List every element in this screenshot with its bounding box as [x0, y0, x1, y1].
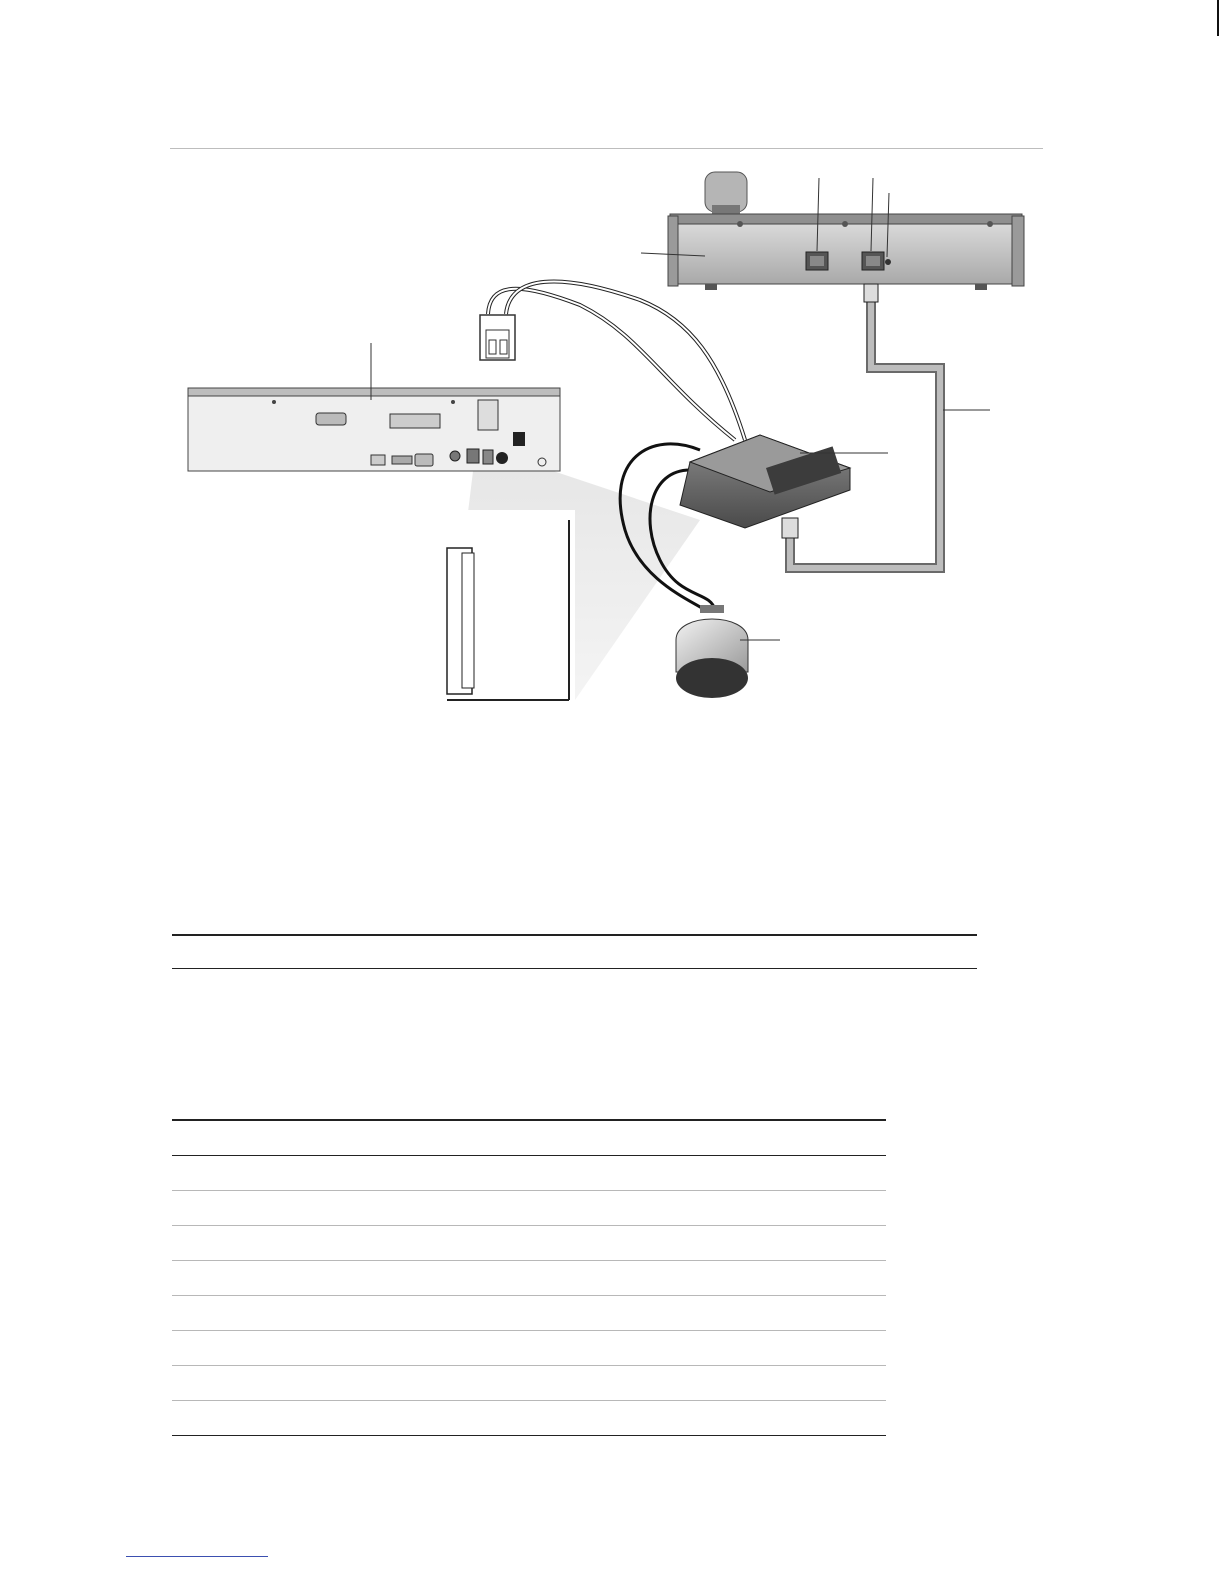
table-1-rules — [172, 934, 977, 969]
table-row — [172, 1331, 886, 1366]
data-cable — [790, 300, 940, 568]
table-2-rules — [172, 1119, 886, 1436]
rs485-port-detail — [480, 315, 515, 360]
table-row — [172, 1191, 886, 1226]
table-row — [172, 1226, 886, 1261]
table-row — [172, 1401, 886, 1436]
table-row — [172, 1366, 886, 1401]
terminal-block-zoom — [443, 510, 575, 702]
code-distributor — [680, 435, 850, 528]
table-row — [172, 1156, 886, 1191]
table-1-bottom-rule — [172, 968, 977, 970]
dvr-unit — [188, 388, 560, 471]
dome-camera — [676, 605, 748, 698]
rj-connector-bottom — [782, 518, 798, 538]
table-row — [172, 1261, 886, 1296]
rj-connector-top — [864, 284, 878, 302]
wiring-diagram — [150, 150, 1070, 720]
keyboard-controller — [668, 172, 1024, 290]
data-cable-core — [790, 300, 940, 568]
header-rule — [170, 148, 1043, 149]
page-edge-mark — [1217, 0, 1219, 36]
footer-link-underline — [126, 1556, 268, 1557]
table-row — [172, 1296, 886, 1331]
table-2-header-row — [172, 1121, 886, 1156]
